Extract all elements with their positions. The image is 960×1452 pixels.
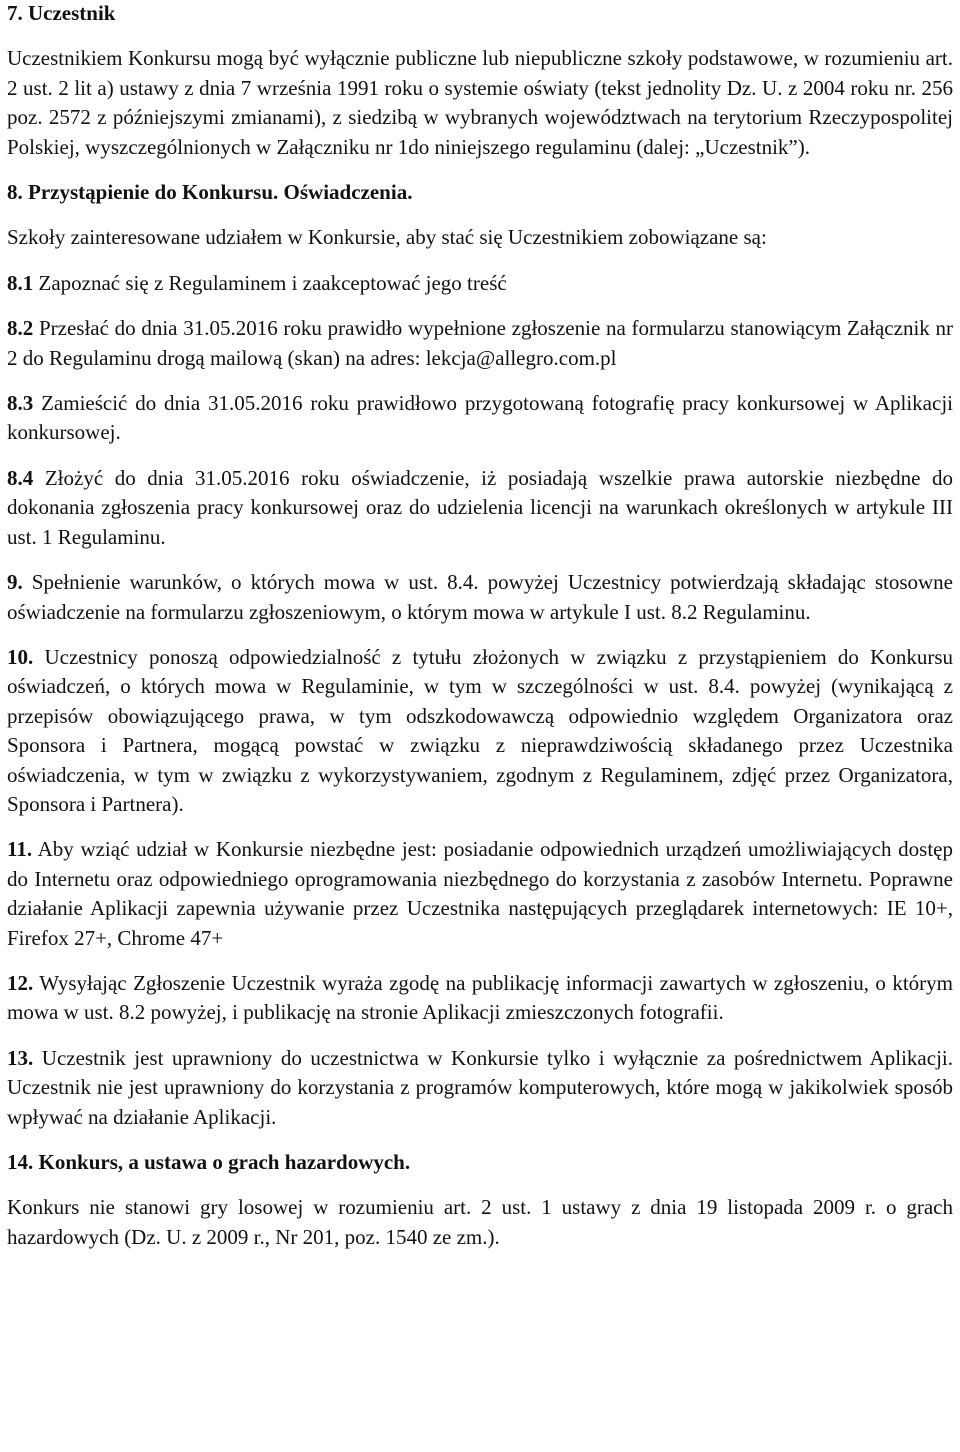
section-number: 10.: [7, 644, 34, 669]
section-9: [7, 568, 953, 627]
item-number: 8.3: [7, 391, 34, 416]
item-number: 8.4: [7, 465, 34, 490]
section-7-heading: 7. Uczestnik: [7, 1, 116, 25]
item-number: 8.2: [7, 316, 34, 341]
list-item-8-4: [7, 464, 953, 552]
section-number: 12.: [7, 970, 34, 995]
section-8-intro: Szkoły zainteresowane udziałem w Konkursie, aby stać się Uczestnikiem zobowiązane są:: [7, 225, 767, 250]
section-number: 9.: [7, 570, 23, 595]
item-number: 8.1: [7, 270, 34, 295]
section-text: Uczestnicy ponoszą odpowiedzialność z tytułu złożonych w związku z przystąpieniem do Konkursu oświadczeń, o których mowa w Regulaminie, w tym w szczególności w ust. 8.4. powyżej (wynikającą z przepisów obowiązującego prawa, w tym odszkodowawczą odpowiednio względem Organizatora oraz Sponsora i Partnera, mogącą powstać w związku z nieprawdziwością składanego przez Uczestnika oświadczenia, w tym w związku z wykorzystywaniem, zgodnym z Regulaminem, zdjęć przez Organizatora, Sponsora i Partnera).: [7, 644, 953, 816]
section-7-text: Uczestnikiem Konkursu mogą być wyłącznie publiczne lub niepubliczne szkoły podstawowe, w rozumieniu art. 2 ust. 2 lit a) ustawy z dnia 7 września 1991 roku o systemie oświaty (tekst jednolity Dz. U. z 2004 roku nr. 256 poz. 2572 z późniejszymi zmianami), z siedzibą w wybranych województwach na terytorium Rzeczypospolitej Polskiej, wyszczególnionych w Załączniku nr 1do niniejszego regulaminu (dalej: „Uczestnik”).: [7, 46, 953, 159]
list-item-8-1: [7, 269, 953, 298]
section-10: [7, 643, 953, 819]
item-text: Złożyć do dnia 31.05.2016 roku oświadczenie, iż posiadają wszelkie prawa autorskie niezbędne do dokonania zgłoszenia pracy konkursowej oraz do udzielenia licencji na warunkach określonych w artykule III ust. 1 Regulaminu.: [7, 465, 953, 549]
section-text: Aby wziąć udział w Konkursie niezbędne jest: posiadanie odpowiednich urządzeń umożliwiających dostęp do Internetu oraz odpowiedniego oprogramowania niezbędnego do korzystania z zasobów Internetu. Poprawne działanie Aplikacji zapewnia używanie przez Uczestnika następujących przeglądarek internetowych: IE 10+, Firefox 27+, Chrome 47+: [7, 837, 953, 950]
list-item-8-2: [7, 314, 953, 373]
section-text: Spełnienie warunków, o których mowa w ust. 8.4. powyżej Uczestnicy potwierdzają składając stosowne oświadczenie na formularzu zgłoszeniowym, o którym mowa w artykule I ust. 8.2 Regulaminu.: [7, 570, 953, 624]
item-text: Zamieścić do dnia 31.05.2016 roku prawidłowo przygotowaną fotografię pracy konkursowej w Aplikacji konkursowej.: [7, 391, 953, 445]
section-14-heading: [7, 1148, 953, 1177]
section-14-text: Konkurs nie stanowi gry losowej w rozumieniu art. 2 ust. 1 ustawy z dnia 19 listopada 2009 r. o grach hazardowych (Dz. U. z 2009 r., Nr 201, poz. 1540 ze zm.).: [7, 1195, 953, 1249]
section-number: 13.: [7, 1045, 34, 1070]
section-12: [7, 969, 953, 1028]
list-item-8-3: [7, 389, 953, 448]
section-8-heading: 8. Przystąpienie do Konkursu. Oświadczenia.: [7, 180, 413, 205]
item-text: Przesłać do dnia 31.05.2016 roku prawidło wypełnione zgłoszenie na formularzu stanowiącym Załącznik nr 2 do Regulaminu drogą mailową (skan) na adres: lekcja@allegro.com.pl: [7, 316, 953, 370]
section-11: [7, 835, 953, 953]
section-text: Wysyłając Zgłoszenie Uczestnik wyraża zgodę na publikację informacji zawartych w zgłoszeniu, o którym mowa w ust. 8.2 powyżej, i publikację na stronie Aplikacji zmieszczonych fotografii.: [7, 970, 953, 1025]
item-text: Zapoznać się z Regulaminem i zaakceptować jego treść: [33, 270, 507, 295]
section-number: 11.: [7, 837, 33, 862]
section-number: 14.: [7, 1150, 34, 1174]
section-13: [7, 1044, 953, 1132]
section-title: Konkurs, a ustawa o grach hazardowych.: [33, 1150, 411, 1174]
section-text: Uczestnik jest uprawniony do uczestnictwa w Konkursie tylko i wyłącznie za pośrednictwem Aplikacji. Uczestnik nie jest uprawniony do korzystania z programów komputerowych, które mogą w jakikolwiek sposób wpływać na działanie Aplikacji.: [7, 1045, 953, 1129]
